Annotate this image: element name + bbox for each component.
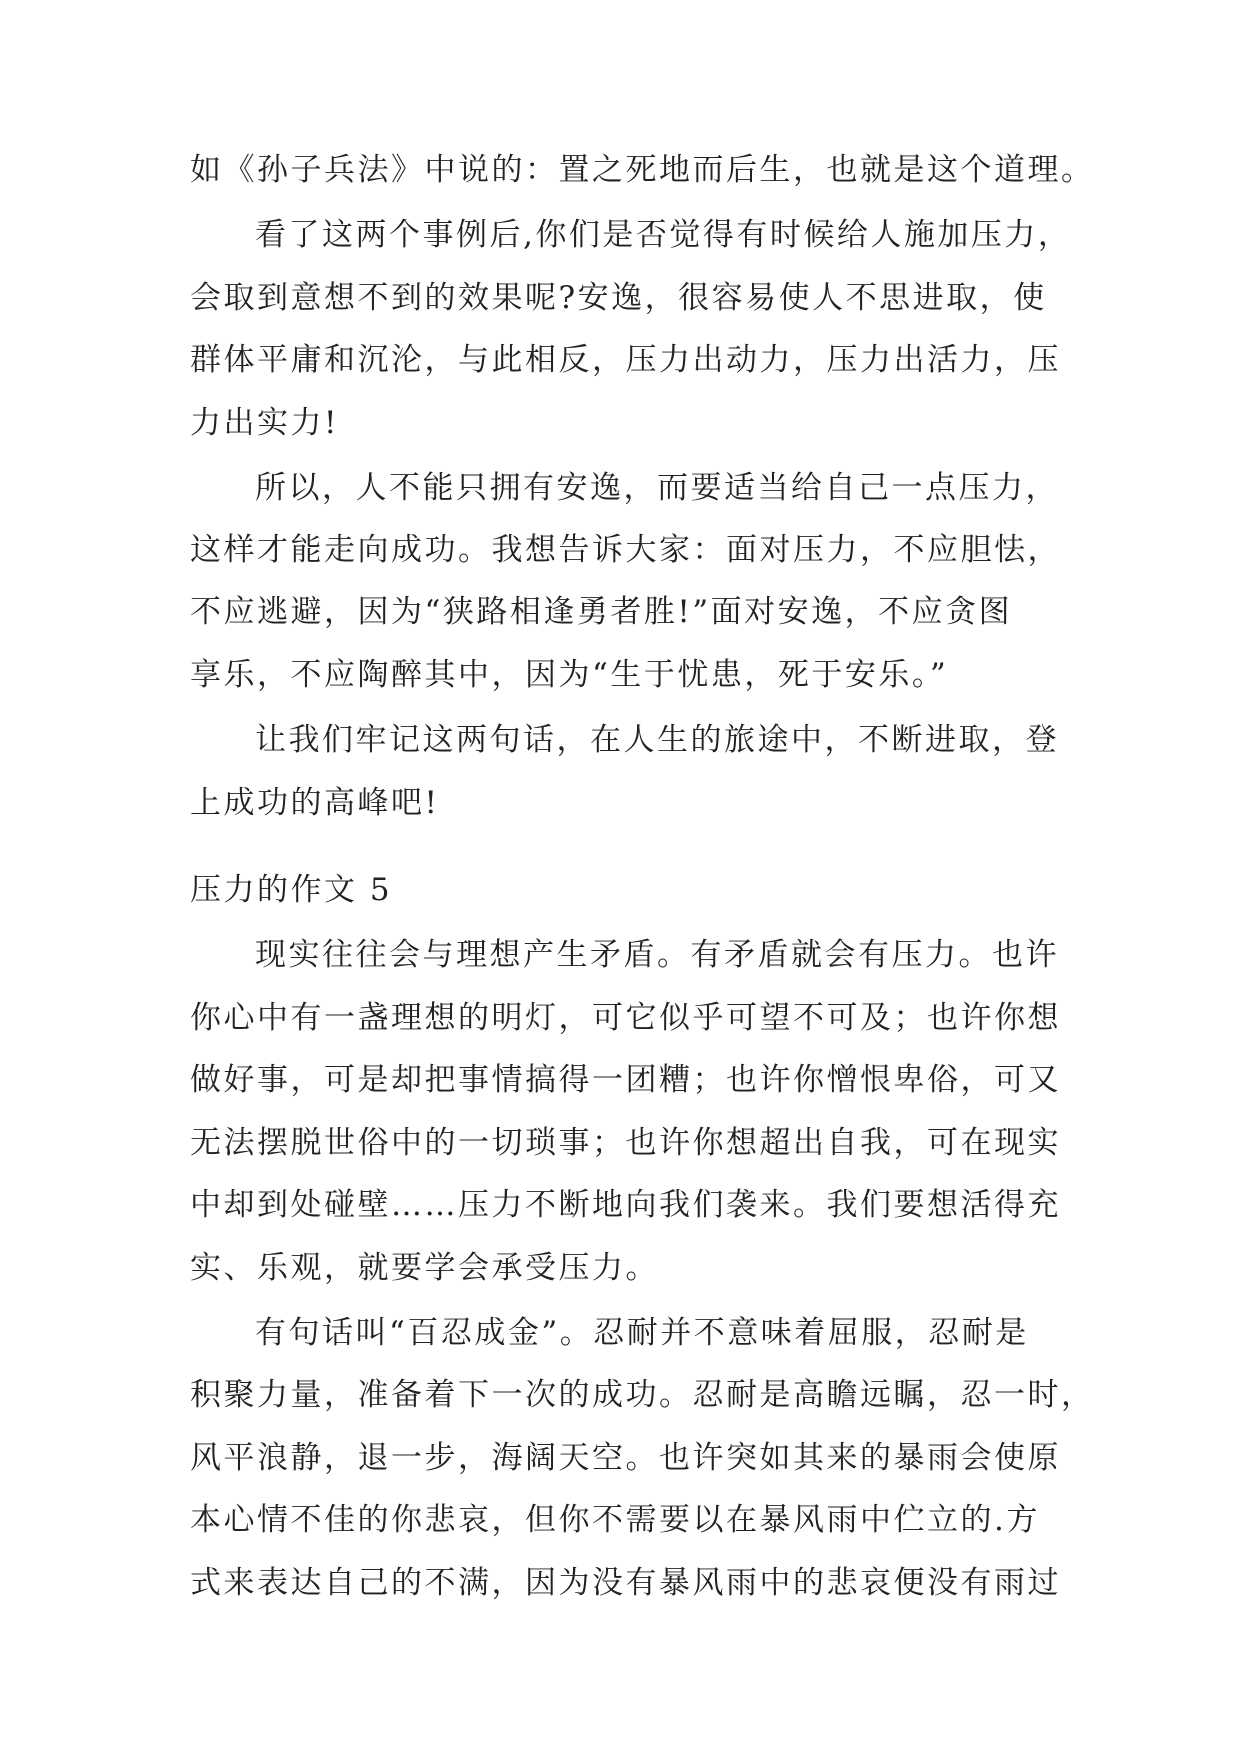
text-line: 积聚力量，准备着下一次的成功。忍耐是高瞻远瞩，忍一时， — [190, 1377, 1095, 1413]
text-line: 式来表达自己的不满，因为没有暴风雨中的悲哀便没有雨过 — [190, 1565, 1061, 1601]
text-line: 所以，人不能只拥有安逸，而要适当给自己一点压力， — [255, 470, 1059, 506]
text-line: 有句话叫“百忍成金”。忍耐并不意味着屈服，忍耐是 — [255, 1315, 1029, 1351]
section-title: 压力的作文 5 — [190, 872, 393, 908]
text-line: 看了这两个事例后,你们是否觉得有时候给人施加压力， — [255, 217, 1072, 253]
text-line: 现实往往会与理想产生矛盾。有矛盾就会有压力。也许 — [255, 937, 1059, 973]
text-line: 你心中有一盏理想的明灯，可它似乎可望不可及；也许你想 — [190, 1000, 1061, 1036]
text-line: 群体平庸和沉沦，与此相反，压力出动力，压力出活力，压 — [190, 342, 1061, 378]
text-line: 本心情不佳的你悲哀，但你不需要以在暴风雨中伫立的.方 — [190, 1502, 1040, 1538]
text-line: 力出实力! — [190, 405, 339, 441]
text-line: 实、乐观，就要学会承受压力。 — [190, 1250, 659, 1286]
text-line: 不应逃避，因为“狭路相逢勇者胜!”面对安逸，不应贪图 — [190, 594, 1013, 630]
text-line: 风平浪静，退一步，海阔天空。也许突如其来的暴雨会使原 — [190, 1440, 1061, 1476]
text-line: 让我们牢记这两句话，在人生的旅途中，不断进取，登 — [255, 722, 1059, 758]
text-line: 中却到处碰壁……压力不断地向我们袭来。我们要想活得充 — [190, 1187, 1061, 1223]
text-line: 这样才能走向成功。我想告诉大家：面对压力，不应胆怯， — [190, 532, 1061, 568]
text-line: 会取到意想不到的效果呢?安逸，很容易使人不思进取，使 — [190, 280, 1047, 316]
text-line: 如《孙子兵法》中说的：置之死地而后生，也就是这个道理。 — [190, 152, 1095, 188]
text-line: 无法摆脱世俗中的一切琐事；也许你想超出自我，可在现实 — [190, 1125, 1061, 1161]
text-line: 上成功的高峰吧! — [190, 785, 440, 821]
text-line: 享乐，不应陶醉其中，因为“生于忧患，死于安乐。” — [190, 657, 949, 693]
text-line: 做好事，可是却把事情搞得一团糟；也许你憎恨卑俗，可又 — [190, 1062, 1061, 1098]
